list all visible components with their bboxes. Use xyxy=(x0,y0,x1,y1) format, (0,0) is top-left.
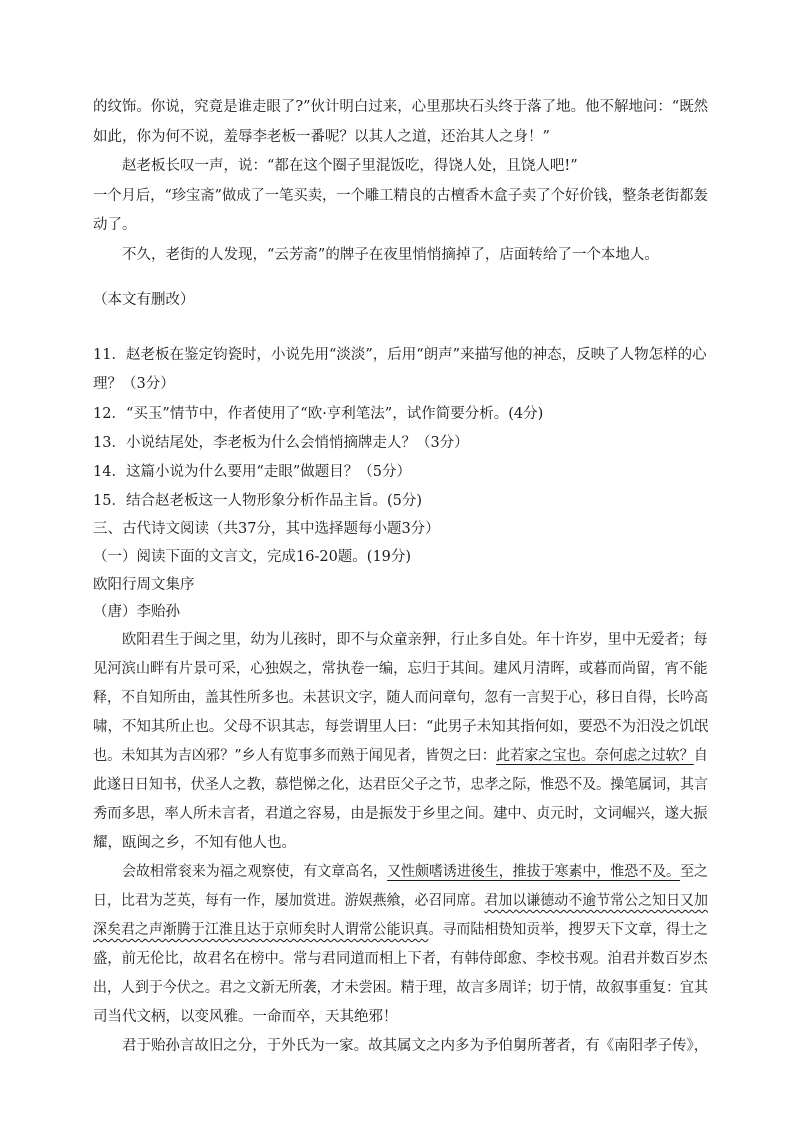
passage-line: 司当代文柄，以变风雅。一命而卒，天其绝邪！ xyxy=(93,1009,398,1025)
story-line: 动了。 xyxy=(93,217,137,233)
question-11: 11．赵老板在鉴定钧瓷时，小说先用“淡淡”，后用“朗声”来描写他的神态，反映了人物怎样的心 xyxy=(93,347,707,363)
passage-line: 欧阳君生于闽之里，幼为儿孩时，即不与众童亲狎，行止多自处。年十许岁，里中无爱者；每 xyxy=(122,632,708,648)
passage-line: 此遂日日知书，伏圣人之教，慕恺悌之化，达君臣父子之节，忠孝之际，惟恐不及。操笔属词，其言 xyxy=(93,777,708,793)
passage-line: 耀，瓯闽之乡，不知有他人也。 xyxy=(93,835,296,851)
passage-line: 啸，不知其所止也。父母不识其志，每尝谓里人曰：“此男子未知其指何如，要恐不为汨没之饥氓 xyxy=(93,719,709,735)
passage-line xyxy=(93,745,708,767)
question-12: 12．“买玉”情节中，作者使用了“欧·亨利笔法”，试作简要分析。(4分) xyxy=(93,406,544,422)
passage-line: 盛，前无伦比，故君名在榜中。常与君同道而相上下者，有韩侍郎愈、李校书观。洎君并数百岁杰 xyxy=(93,951,708,967)
passage-text: 日，比君为芝英，每有一作，屡加赏进。游娱燕飨，必召同席。 xyxy=(93,893,485,909)
underlined-sentence: 此若家之宝也。奈何虑之过软？ xyxy=(495,748,694,764)
passage-line xyxy=(93,890,708,912)
wavy-underlined-sentence: 深矣君之声渐腾于江淮且达于京师矣时人谓常公能识真 xyxy=(93,922,429,938)
revision-note: （本文有删改） xyxy=(93,292,195,308)
passage-line: 秀而多思，率人所未言者，君道之容易，由是振发于乡里之间。建中、贞元时，文词崛兴，遂大振 xyxy=(93,806,708,822)
section-subheading: （一）阅读下面的文言文，完成16-20题。(19分) xyxy=(93,549,412,565)
story-paragraph: 不久，老街的人发现，“云芳斋”的牌子在夜里悄悄摘掉了，店面转给了一个本地人。 xyxy=(122,247,659,263)
wavy-underlined-sentence: 君加以谦德动不逾节常公之知日又加 xyxy=(484,893,708,909)
question-15: 15．结合赵老板这一人物形象分析作品主旨。(5分) xyxy=(93,493,422,509)
question-13: 13．小说结尾处，李老板为什么会悄悄摘牌走人？（3分） xyxy=(93,435,469,451)
passage-line: 君于贻孙言故旧之分，于外氏为一家。故其属文之内多为予伯舅所著者，有《南阳孝子传》， xyxy=(122,1038,709,1054)
story-line: 如此，你为何不说，羞辱李老板一番呢？以其人之道，还治其人之身！” xyxy=(93,129,550,145)
story-line: 的纹饰。你说，究竟是谁走眼了?”伙计明白过来，心里那块石头终于落了地。他不解地问：“既然 xyxy=(93,99,709,115)
passage-line xyxy=(122,861,708,883)
passage-line: 见河滨山畔有片景可采，心独娱之，常执卷一编，忘归于其间。建风月清晖，或暮而尚留，宵不能 xyxy=(93,661,708,677)
story-paragraph: 赵老板长叹一声，说：“都在这个圈子里混饭吃，得饶人处，且饶人吧!” xyxy=(122,158,578,174)
passage-line: 释，不自知所由，盖其性所多也。未甚识文字，随人而问章句，忽有一言契于心，移日自得，长吟高 xyxy=(93,690,708,706)
section-heading: 三、古代诗文阅读（共37分，其中选择题每小题3分） xyxy=(93,521,440,537)
passage-text: 至之 xyxy=(680,864,708,880)
passage-text: 自 xyxy=(693,748,708,764)
passage-text: 会故相常衮来为福之观察使，有文章高名， xyxy=(122,864,388,880)
passage-author: （唐）李贻孙 xyxy=(93,604,180,620)
question-14: 14．这篇小说为什么要用“走眼”做题目？（5分） xyxy=(93,464,411,480)
passage-text: 。寻而陆相贽知贡举，搜罗天下文章，得士之 xyxy=(428,922,708,938)
passage-line xyxy=(93,919,708,941)
passage-text: 也。未知其为吉凶邪？”乡人有览事多而熟于闻见者，皆贺之曰： xyxy=(93,748,496,764)
story-line: 一个月后，“珍宝斋”做成了一笔买卖，一个雕工精良的古檀香木盒子卖了个好价钱，整条老街都轰 xyxy=(93,188,708,204)
passage-line: 出，人到于今伏之。君之文新无所袭，才未尝困。精于理，故言多周详；切于情，故叙事重复：宜其 xyxy=(93,980,708,996)
question-11-cont: 理？（3分） xyxy=(93,376,175,392)
passage-title: 欧阳行周文集序 xyxy=(93,577,195,593)
underlined-sentence: 又性颇嗜诱进後生，推拔于寒素中，惟恐不及。 xyxy=(387,864,681,880)
